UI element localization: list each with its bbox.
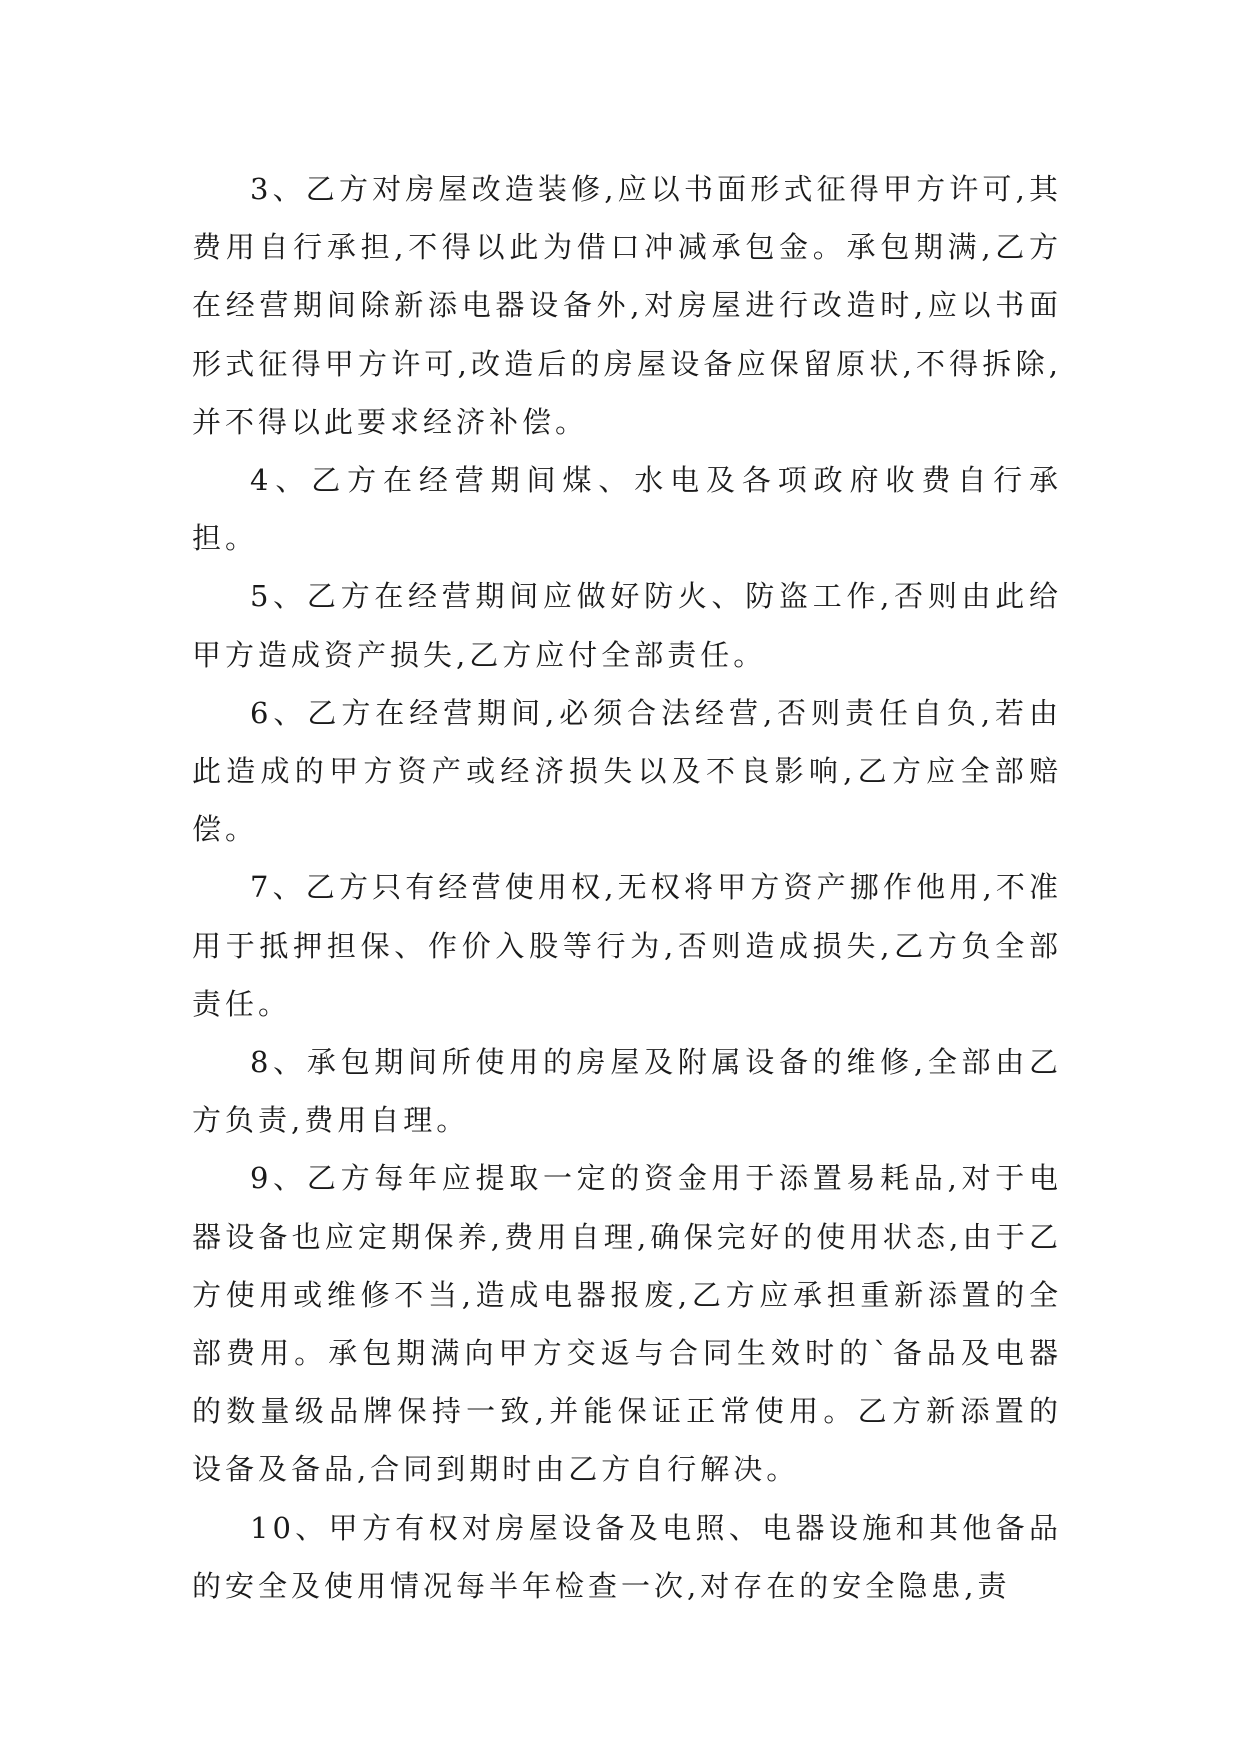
clause-8: 8、承包期间所使用的房屋及附属设备的维修,全部由乙方负责,费用自理。: [192, 1045, 1062, 1138]
clause-3: 3、乙方对房屋改造装修,应以书面形式征得甲方许可,其费用自行承担,不得以此为借口冲减承包金。承包期满,乙方在经营期间除新添电器设备外,对房屋进行改造时,应以书面形式征得甲方许可,改造后的房屋设备应保留原状,不得拆除,并不得以此要求经济补偿。: [192, 172, 1062, 439]
clause-5: 5、乙方在经营期间应做好防火、防盗工作,否则由此给甲方造成资产损失,乙方应付全部责任。: [192, 579, 1062, 672]
clause-4: 4、乙方在经营期间煤、水电及各项政府收费自行承担。: [192, 463, 1062, 556]
document-body: [192, 160, 1062, 1615]
clause-6: 6、乙方在经营期间,必须合法经营,否则责任自负,若由此造成的甲方资产或经济损失以及不良影响,乙方应全部赔偿。: [192, 695, 1062, 847]
clause-10: 10、甲方有权对房屋设备及电照、电器设施和其他备品的安全及使用情况每半年检查一次,对存在的安全隐患,责: [192, 1510, 1062, 1603]
clause-9: 9、乙方每年应提取一定的资金用于添置易耗品,对于电器设备也应定期保养,费用自理,确保完好的使用状态,由于乙方使用或维修不当,造成电器报废,乙方应承担重新添置的全部费用。承包期满向甲方交返与合同生效时的`备品及电器的数量级品牌保持一致,并能保证正常使用。乙方新添置的设备及备品,合同到期时由乙方自行解决。: [192, 1161, 1062, 1487]
clause-7: 7、乙方只有经营使用权,无权将甲方资产挪作他用,不准用于抵押担保、作价入股等行为,否则造成损失,乙方负全部责任。: [192, 870, 1062, 1021]
